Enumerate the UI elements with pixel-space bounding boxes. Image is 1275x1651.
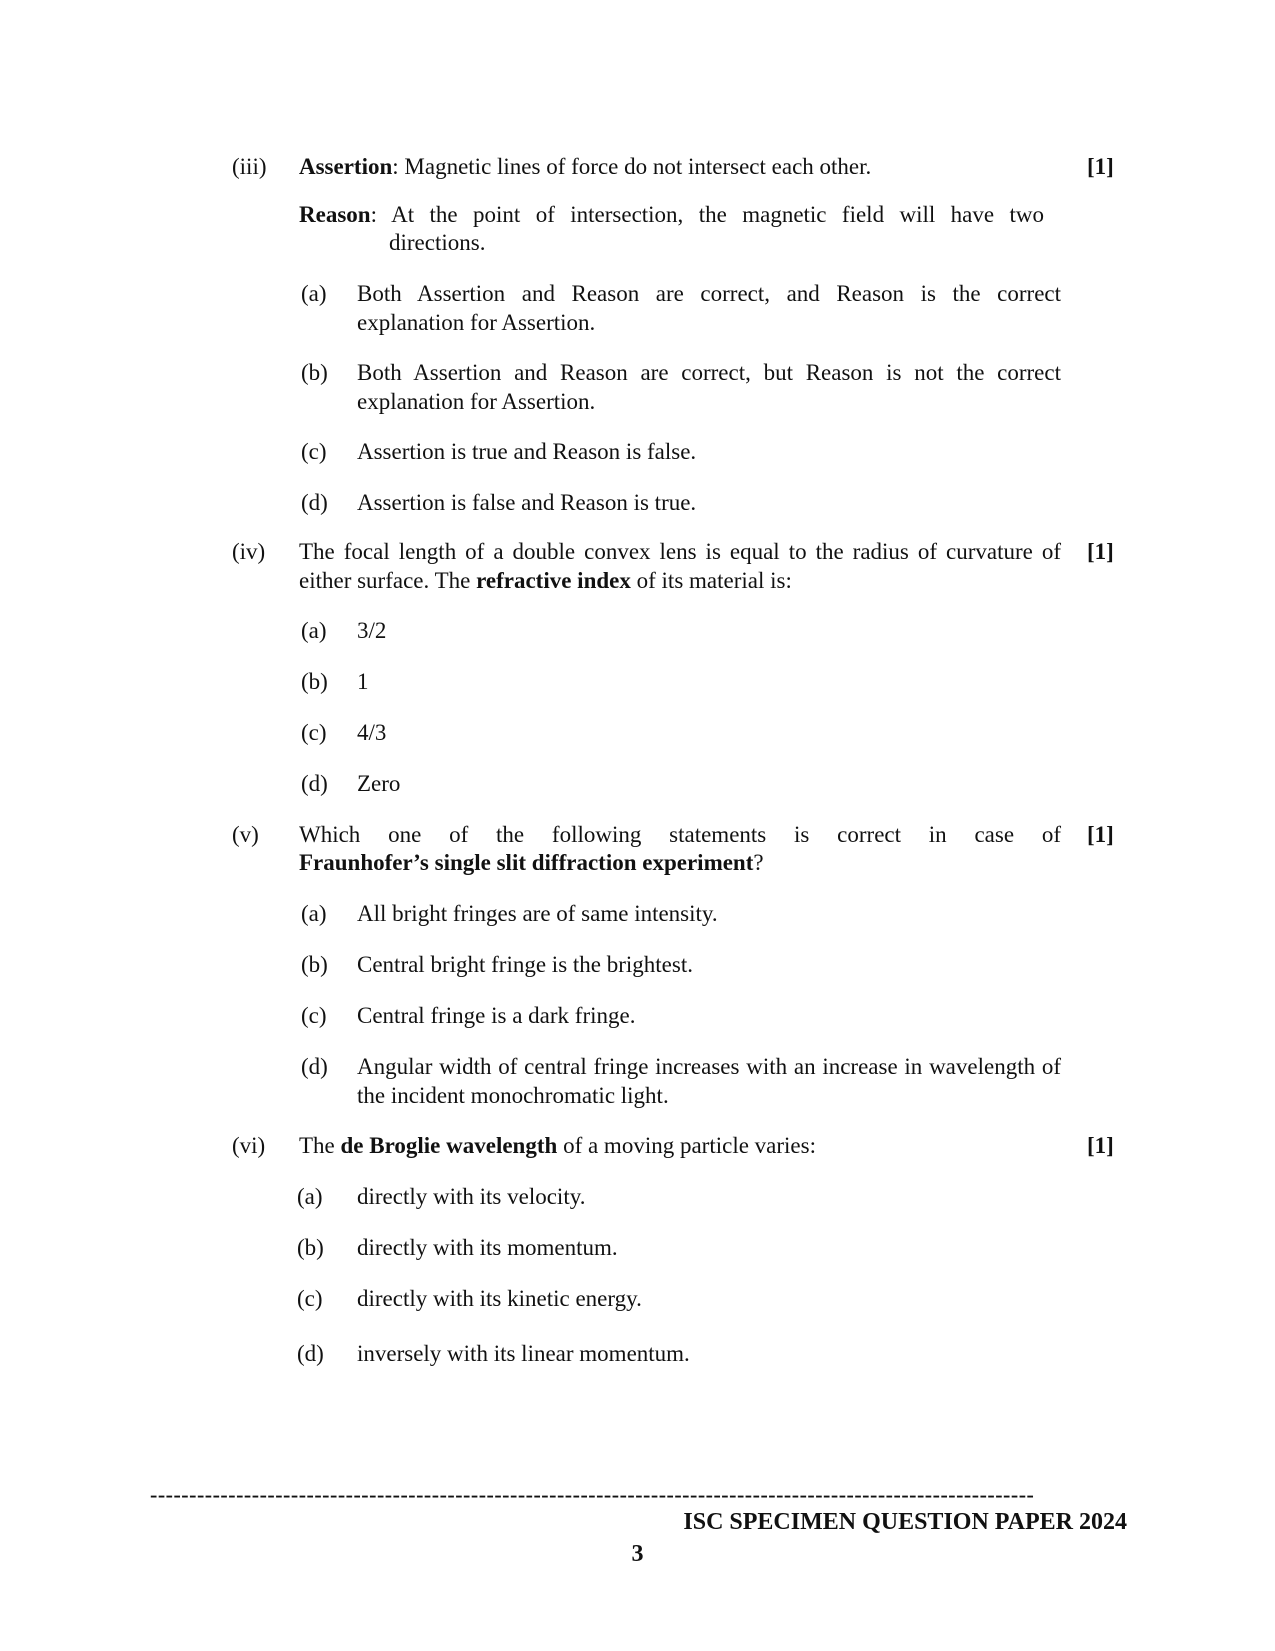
option-letter: (a) (297, 1184, 323, 1209)
option-letter: (a) (301, 281, 327, 306)
option-letter: (d) (297, 1341, 324, 1366)
assertion-text: : Magnetic lines of force do not intersect each other. (392, 154, 872, 179)
question-number: (v) (232, 822, 259, 847)
option-letter: (d) (301, 490, 328, 515)
question-text-end: of its material is: (630, 568, 792, 593)
reason-text: : At the point of intersection, the magnetic field will have two (370, 202, 1044, 227)
footer-title: ISC SPECIMEN QUESTION PAPER 2024 (683, 1509, 1127, 1535)
option-letter: (b) (301, 360, 328, 385)
option-text: Assertion is false and Reason is true. (357, 490, 697, 515)
page-number: 3 (631, 1541, 644, 1567)
reason-label: Reason (299, 202, 371, 227)
option-letter: (c) (301, 439, 327, 464)
option-text: 4/3 (357, 720, 387, 745)
option-text: 3/2 (357, 618, 387, 643)
question-text-line2 (299, 848, 1061, 877)
option-text: Zero (357, 771, 401, 796)
reason-continued: directions. (389, 230, 486, 255)
marks: [1] (1087, 1133, 1114, 1158)
question-text-bold: refractive index (476, 568, 631, 593)
option-text: 1 (357, 669, 369, 694)
question-text (299, 1131, 1061, 1160)
question-text-start: The (299, 1133, 341, 1158)
question-number: (iii) (232, 154, 267, 179)
marks: [1] (1087, 822, 1114, 847)
option-text: Central fringe is a dark fringe. (357, 1003, 636, 1028)
option-text: directly with its velocity. (357, 1184, 586, 1209)
question-text-end: of a moving particle varies: (557, 1133, 816, 1158)
option-letter: (b) (301, 952, 328, 977)
footer-divider: ----------------------------------------------------------------------------------------------------------------- (150, 1482, 1035, 1507)
option-letter: (c) (301, 720, 327, 745)
option-text: directly with its kinetic energy. (357, 1286, 642, 1311)
question-text-end: ? (753, 850, 764, 875)
assertion (299, 152, 999, 181)
option-text: Both Assertion and Reason are correct, and Reason is the correct explanation for Assertion. (357, 281, 1061, 335)
option-letter: (a) (301, 618, 327, 643)
question-number: (vi) (232, 1133, 266, 1158)
assertion-label: Assertion (299, 154, 393, 179)
marks: [1] (1087, 539, 1114, 564)
question-text-line1: Which one of the following statements is correct in case of (299, 822, 1061, 847)
option-text: Angular width of central fringe increases with an increase in wavelength of the incident monochromatic light. (357, 1054, 1061, 1108)
option-letter: (d) (301, 771, 328, 796)
question-text-bold: de Broglie wavelength (340, 1133, 558, 1158)
option-text: Central bright fringe is the brightest. (357, 952, 693, 977)
marks: [1] (1087, 154, 1114, 179)
option-text: inversely with its linear momentum. (357, 1341, 690, 1366)
question-text-bold: Fraunhofer’s single slit diffraction experiment (299, 850, 754, 875)
reason (299, 200, 1044, 229)
option-letter: (b) (297, 1235, 324, 1260)
option-text: All bright fringes are of same intensity. (357, 901, 718, 926)
option-letter: (c) (301, 1003, 327, 1028)
question-text-start: The focal length of a double convex lens is equal to the radius of curvature of either surface. The (299, 539, 1061, 593)
option-letter: (a) (301, 901, 327, 926)
option-text: directly with its momentum. (357, 1235, 618, 1260)
option-text: Assertion is true and Reason is false. (357, 439, 697, 464)
option-letter: (b) (301, 669, 328, 694)
option-letter: (c) (297, 1286, 323, 1311)
option-text: Both Assertion and Reason are correct, but Reason is not the correct explanation for Assertion. (357, 360, 1061, 414)
option-letter: (d) (301, 1054, 328, 1079)
question-number: (iv) (232, 539, 266, 564)
question-text (299, 537, 1061, 595)
